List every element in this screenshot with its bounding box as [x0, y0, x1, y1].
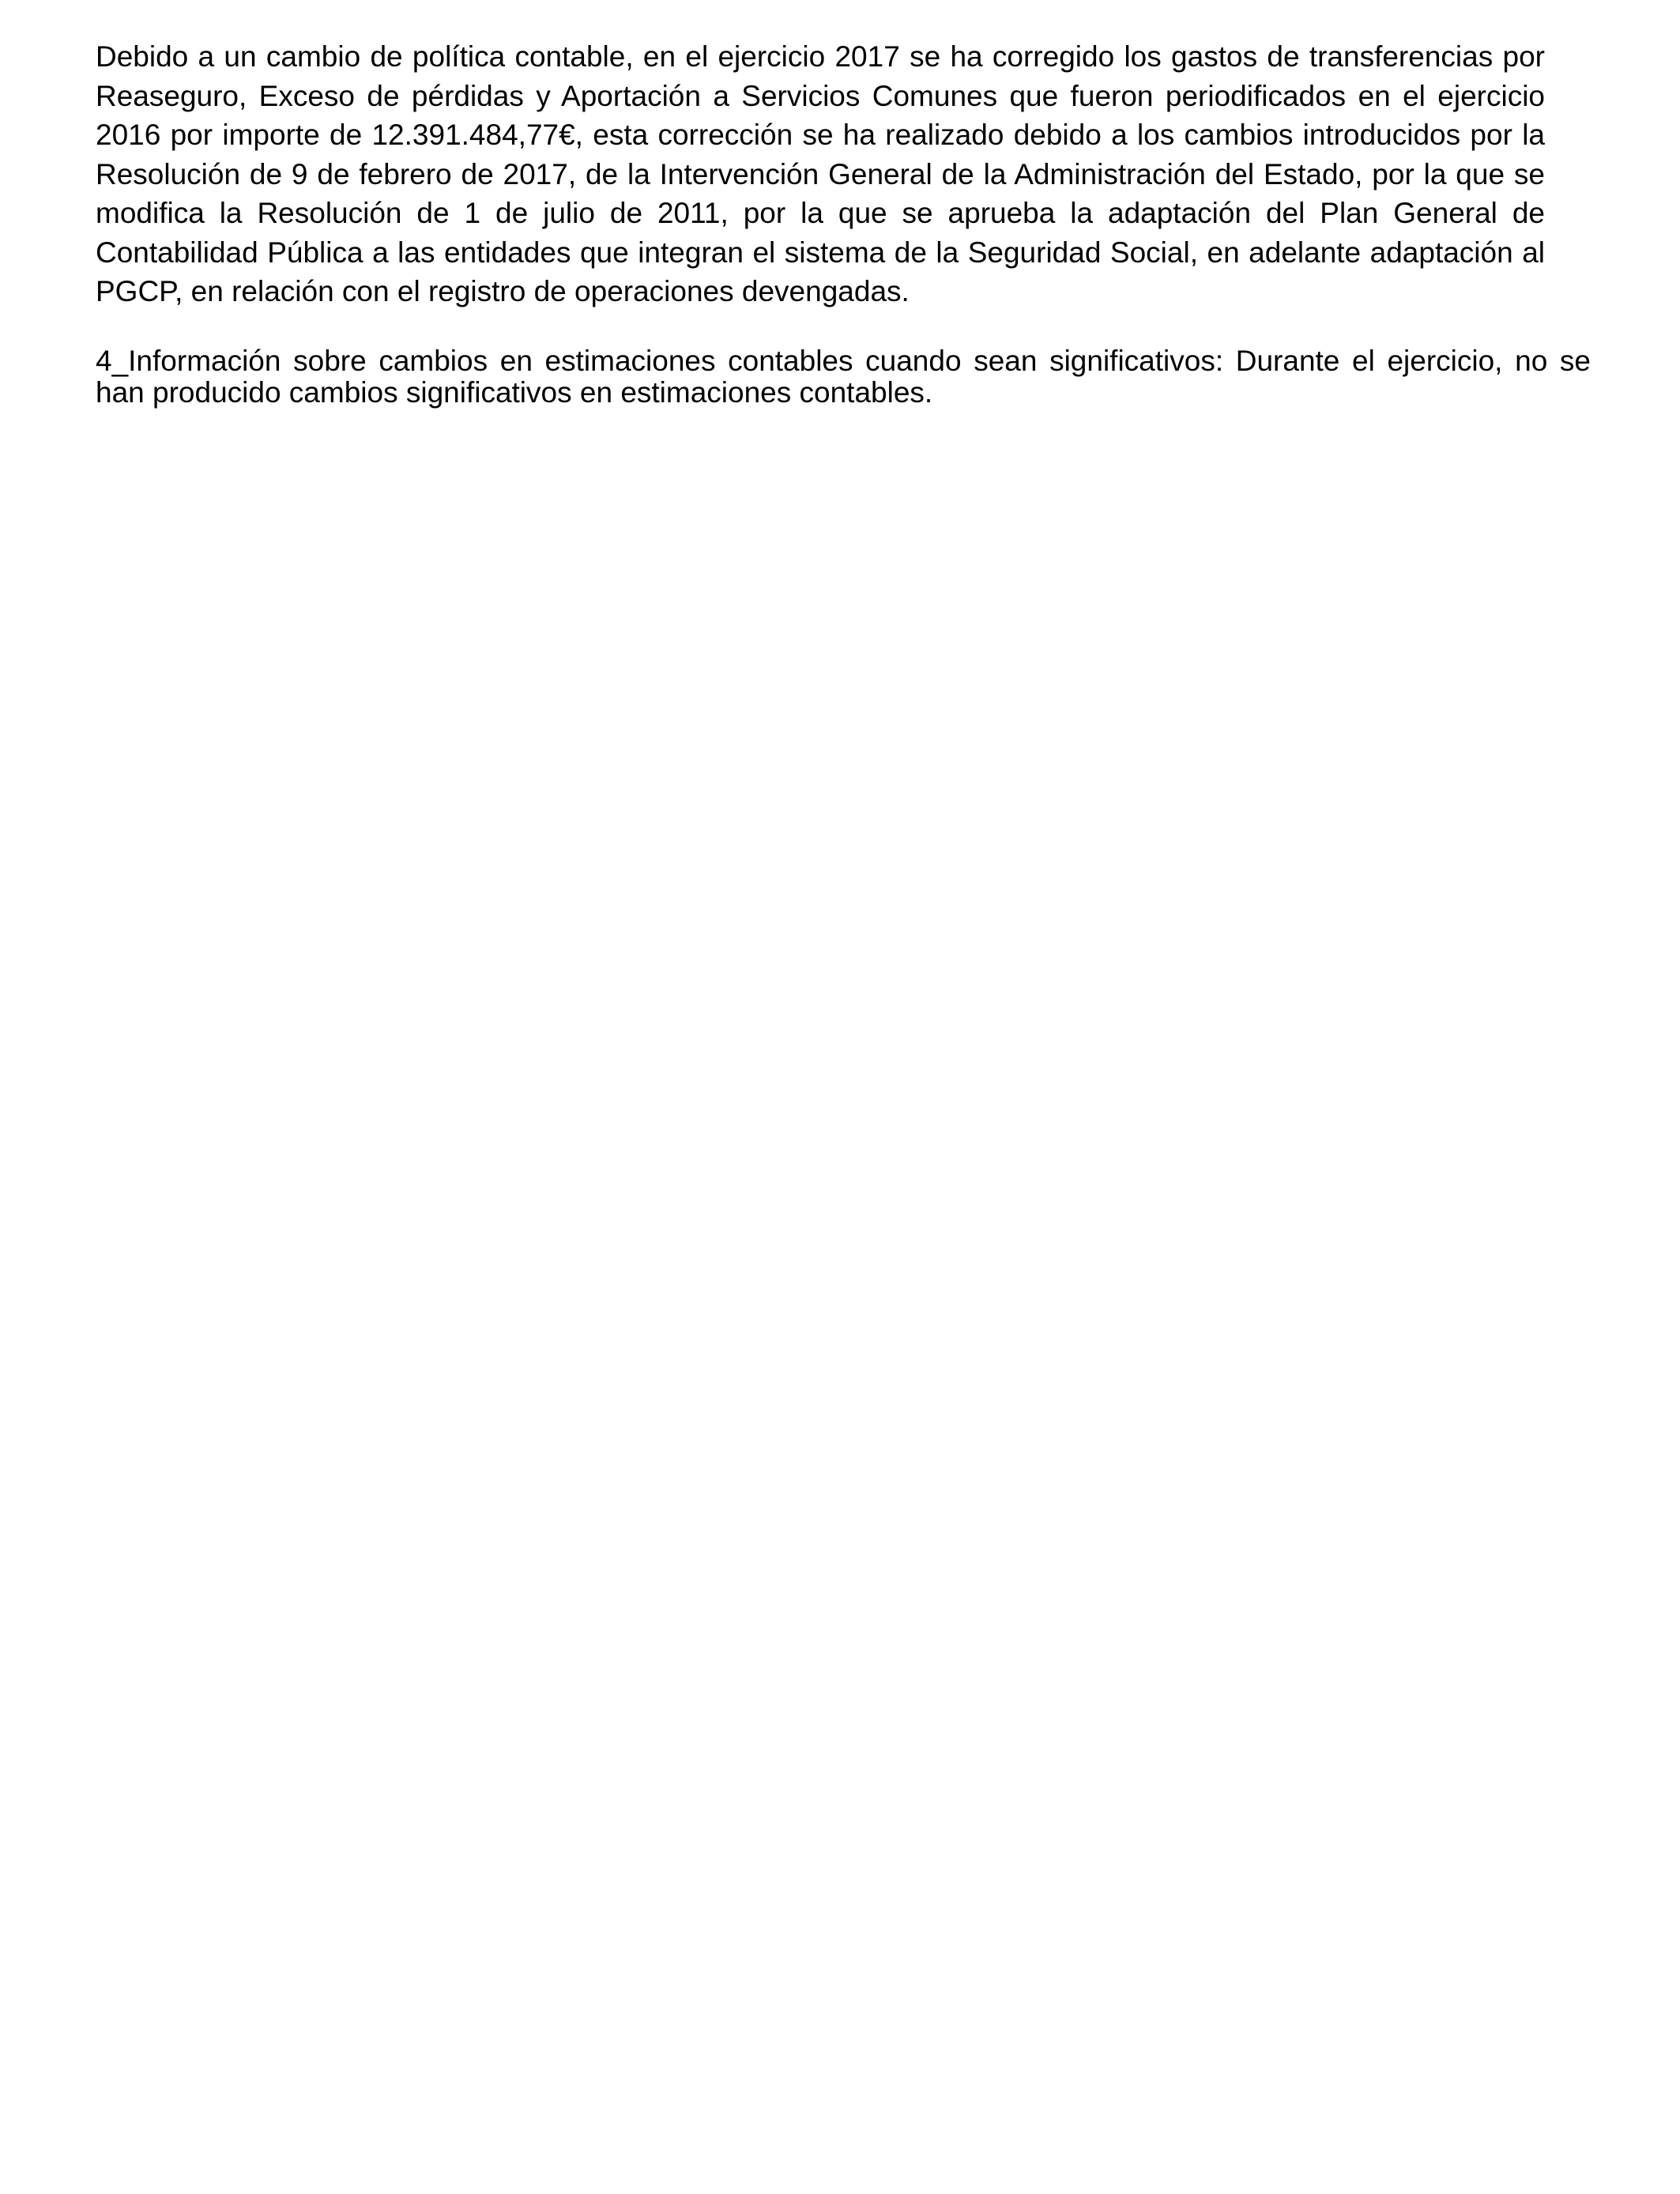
paragraph-accounting-estimates: 4_Información sobre cambios en estimaciones contables cuando sean significativos: Durante el ejercicio, no se han producido cambios significativos en estimaciones contables.	[96, 345, 1591, 409]
paragraph-accounting-policy-change: Debido a un cambio de política contable, en el ejercicio 2017 se ha corregido los gastos de transferencias por Reaseguro, Exceso de pérdidas y Aportación a Servicios Comunes que fueron periodificados en el ejercicio 2016 por importe de 12.391.484,77€, esta corrección se ha realizado debido a los cambios introducidos por la Resolución de 9 de febrero de 2017, de la Intervención General de la Administración del Estado, por la que se modifica la Resolución de 1 de julio de 2011, por la que se aprueba la adaptación del Plan General de Contabilidad Pública a las entidades que integran el sistema de la Seguridad Social, en adelante adaptación al PGCP, en relación con el registro de operaciones devengadas.	[96, 40, 1545, 307]
